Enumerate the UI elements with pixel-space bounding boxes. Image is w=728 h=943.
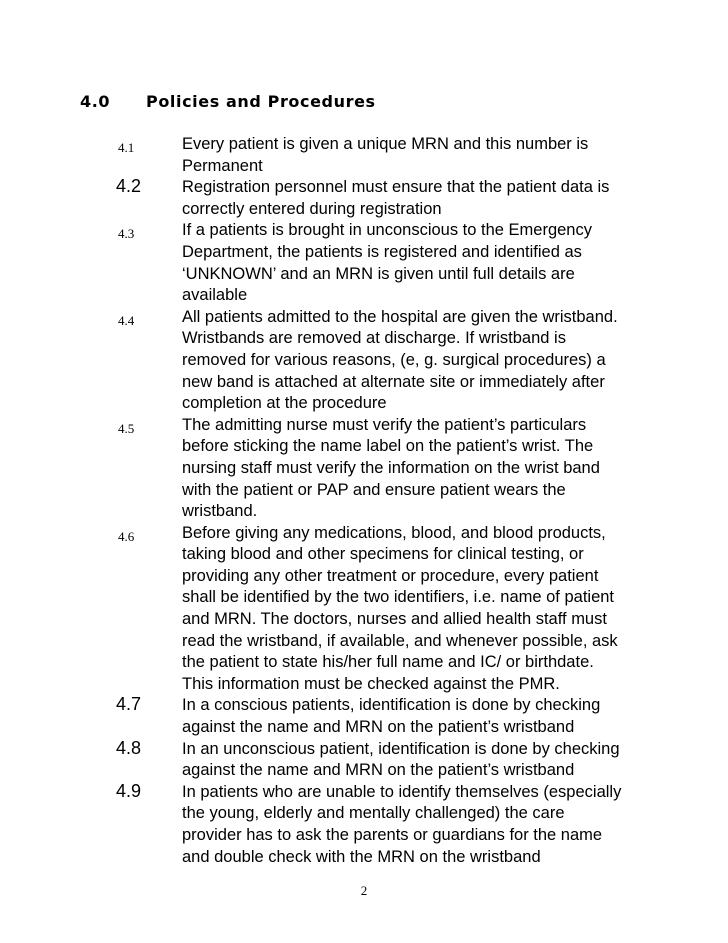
page-footer	[0, 883, 728, 899]
section-number: 4.0	[80, 92, 111, 111]
policy-list	[0, 134, 728, 868]
policy-item-number: 4.2	[116, 176, 142, 197]
policy-item-number: 4.5	[118, 420, 135, 436]
policy-item	[0, 220, 728, 306]
policy-item	[0, 695, 728, 738]
policy-item-text: In patients who are unable to identify themselves (especially the young, elderly and mentally challenged) the care provider has to ask the parents or guardians for the name and double check with the MRN on the wristband	[182, 782, 622, 866]
policy-item-number: 4.8	[116, 737, 142, 758]
policy-item-text: Every patient is given a unique MRN and this number is Permanent	[182, 135, 589, 175]
policy-item-number: 4.9	[116, 780, 142, 801]
policy-item	[0, 177, 728, 220]
section-title: Policies and Procedures	[146, 92, 376, 111]
policy-item	[0, 782, 728, 868]
policy-item	[0, 523, 728, 696]
policy-item-text: In a conscious patients, identification is done by checking against the name and MRN on the patient’s wristband	[182, 696, 601, 737]
policy-item	[0, 307, 728, 415]
policy-item	[0, 415, 728, 523]
policy-item-number: 4.1	[118, 140, 135, 155]
policy-item	[0, 739, 728, 782]
page-number: 2	[360, 883, 368, 898]
policy-item-number: 4.3	[118, 226, 135, 242]
policy-item-text: Before giving any medications, blood, and blood products, taking blood and other specimens for clinical testing, or providing any other treatment or procedure, every patient shall be identified by the two identifiers, i.e. name of patient and MRN. The doctors, nurses and allied health staff must read the wristband, if available, and whenever possible, ask the patient to state his/her full name and IC/ or birthdate. This information must be checked against the PMR.	[182, 523, 618, 693]
policy-item-number: 4.7	[116, 694, 142, 715]
policy-item	[0, 134, 728, 177]
policy-item-number: 4.4	[118, 312, 135, 328]
policy-item-text: Registration personnel must ensure that the patient data is correctly entered during registration	[182, 178, 610, 218]
policy-item-number: 4.6	[118, 528, 135, 544]
policy-item-text: The admitting nurse must verify the patient’s particulars before sticking the name label on the patient’s wrist. The nursing staff must verify the information on the wrist band with the patient or PAP and ensure patient wears the wristband.	[182, 415, 600, 521]
policy-item-text: In an unconscious patient, identification is done by checking against the name and MRN on the patient’s wristband	[182, 739, 620, 780]
policy-item-text: If a patients is brought in unconscious to the Emergency Department, the patients is registered and identified as ‘UNKNOWN’ and an MRN is given until full details are available	[182, 221, 592, 305]
policy-item-text: All patients admitted to the hospital are given the wristband. Wristbands are removed at discharge. If wristband is removed for various reasons, (e, g. surgical procedures) a new band is attached at alternate site or immediately after completion at the procedure	[182, 307, 618, 413]
